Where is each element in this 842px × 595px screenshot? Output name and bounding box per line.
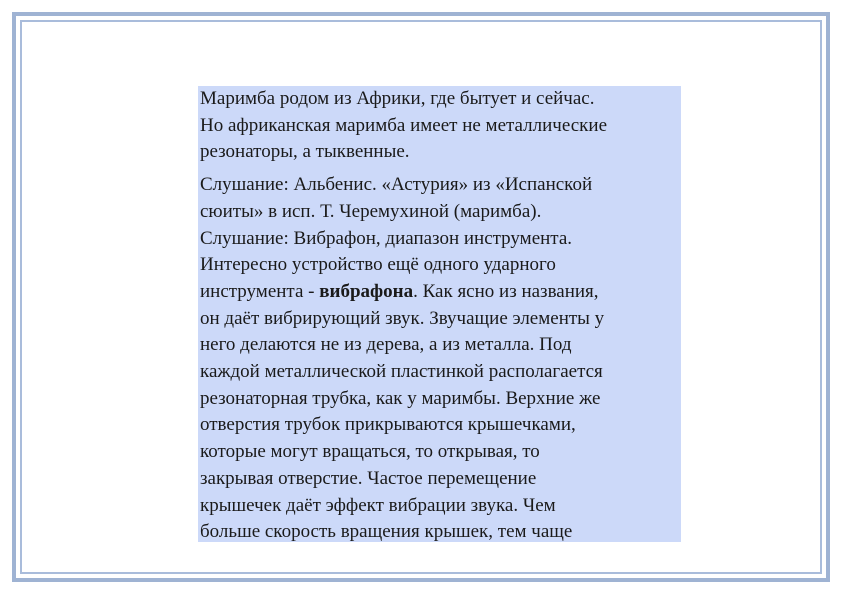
text-segment: инструмента - — [200, 280, 320, 302]
text-line: Слушание: Вибрафон, диапазон инструмента. — [200, 227, 573, 249]
text-line: которые могут вращаться, то открывая, то — [200, 441, 540, 463]
paragraph-vibraphone — [200, 172, 681, 542]
text-line: сюиты» в исп. Т. Черемухиной (маримба). — [200, 200, 542, 222]
text-line: отверстия трубок прикрываются крышечками, — [200, 414, 576, 436]
text-line: Но африканская маримба имеет не металлические — [200, 114, 608, 136]
paragraph-marimba — [200, 86, 681, 166]
text-line: Интересно устройство ещё одного ударного — [200, 254, 556, 276]
text-line: резонаторы, а тыквенные. — [200, 141, 410, 163]
text-line: он даёт вибрирующий звук. Звучащие элементы у — [200, 307, 605, 329]
text-line: крышечек даёт эффект вибрации звука. Чем — [200, 494, 556, 516]
text-line: Слушание: Альбенис. «Астурия» из «Испанской — [200, 174, 593, 196]
text-line: каждой металлической пластинкой располагается — [200, 361, 603, 383]
text-line: больше скорость вращения крышек, тем чаще — [200, 521, 573, 542]
text-line: резонаторная трубка, как у маримбы. Верхние же — [200, 387, 601, 409]
slide-text-box — [198, 86, 681, 542]
text-line-with-bold — [200, 279, 681, 306]
bold-term-vibraphone: вибрафона — [319, 280, 414, 302]
text-line: Маримба родом из Африки, где бытует и сейчас. — [200, 88, 595, 109]
text-line: него делаются не из дерева, а из металла. Под — [200, 334, 572, 356]
text-segment: . Как ясно из названия, — [413, 280, 599, 302]
text-line: закрывая отверстие. Частое перемещение — [200, 467, 537, 489]
